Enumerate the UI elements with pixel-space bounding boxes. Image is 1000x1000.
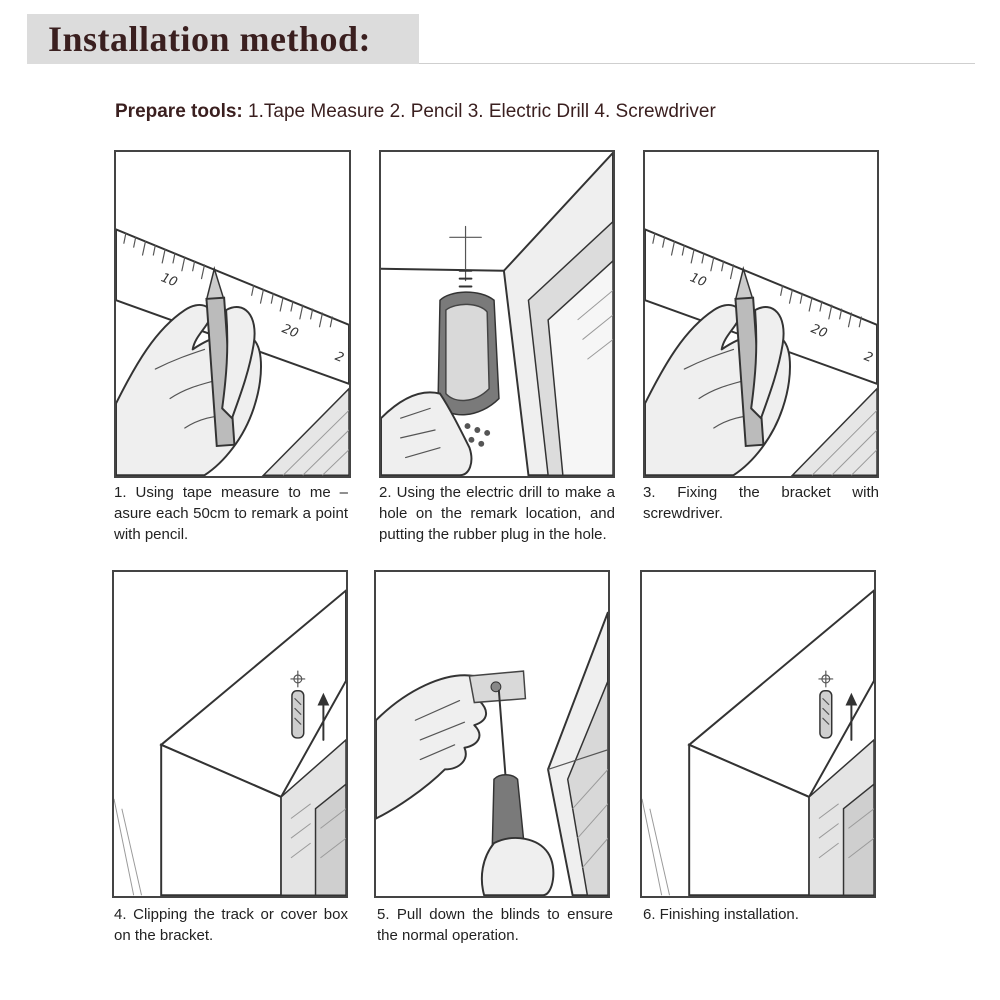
step-4-illustration [112,570,348,898]
window-bracket-drawing [114,572,346,896]
tools-line [115,101,716,123]
step-1-illustration [114,150,351,478]
step-3-illustration [643,150,879,478]
step-6-caption: 6. Finishing installation. [643,906,799,923]
screwdriver-drawing [376,572,608,896]
step-6-illustration [640,570,876,898]
ruler-label-20: 20 [279,321,301,342]
pencil-ruler-drawing [116,152,349,476]
step-5-caption: 5. Pull down the blinds to ensure the normal operation. [377,906,613,944]
ruler-label-10: 10 [158,270,180,291]
tools-list: 1.Tape Measure 2. Pencil 3. Electric Drill 4. Screwdriver [248,101,716,122]
tools-label: Prepare tools: [115,101,243,122]
ruler-label-20: 20 [808,321,830,342]
step-2-caption: 2. Using the electric drill to make a hole on the remark location, and putting the rubber plug in the hole. [379,484,615,543]
ruler-label-2: 2 [332,349,346,366]
step-2-illustration [379,150,615,478]
step-5-illustration [374,570,610,898]
page-title: Installation method: [48,19,372,59]
step-1-caption: 1. Using tape measure to me –asure each 50cm to remark a point with pencil. [114,484,348,543]
drill-drawing [381,152,613,476]
step-4-caption: 4. Clipping the track or cover box on the bracket. [114,906,348,944]
step-3-caption: 3. Fixing the bracket with screwdriver. [643,484,879,522]
title-divider [419,63,975,64]
pencil-ruler-drawing [645,152,877,476]
ruler-label-2: 2 [861,349,875,366]
ruler-label-10: 10 [687,270,709,291]
window-bracket-drawing [642,572,874,896]
